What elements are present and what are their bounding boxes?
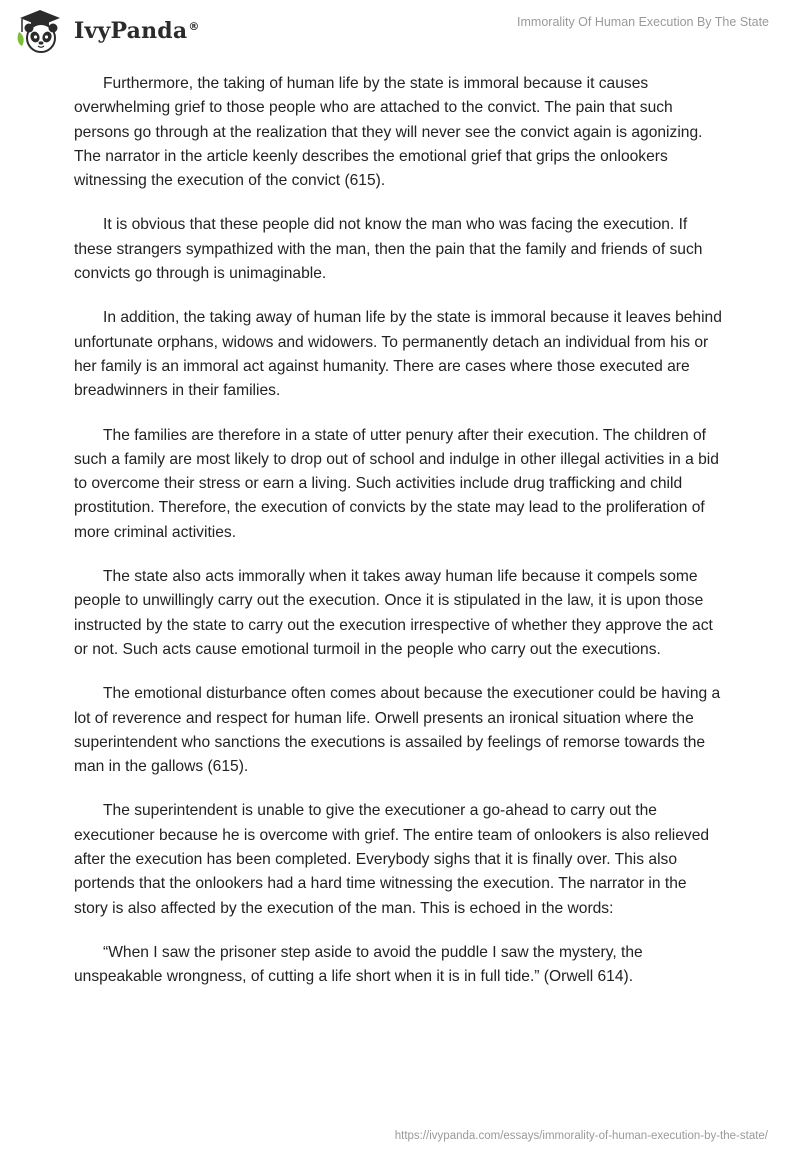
- brand-name: IvyPanda®: [74, 18, 200, 44]
- registered-mark: ®: [188, 19, 200, 33]
- page-header: [0, 0, 800, 64]
- essay-body: [74, 72, 724, 1010]
- ivypanda-logo[interactable]: [14, 8, 200, 54]
- paragraph: Furthermore, the taking of human life by the state is immoral because it causes overwhelming grief to those people who are attached to the convict. The pain that such persons go through at the realization that they will never see the convict again is agonizing. The narrator in the article keenly describes the emotional grief that grips the onlookers witnessing the execution of the convict (615).: [74, 75, 703, 190]
- paragraph: The superintendent is unable to give the executioner a go-ahead to carry out the executioner because he is overcome with grief. The entire team of onlookers is also relieved after the execution has been completed. Everybody sighs that it is finally over. This also portends that the onlookers had a hard time witnessing the execution. The narrator in the story is also affected by the execution of the man. This is echoed in the words:: [74, 802, 710, 917]
- source-url[interactable]: https://ivypanda.com/essays/immorality-of-human-execution-by-the-state/: [394, 1130, 768, 1142]
- paragraph: The state also acts immorally when it takes away human life because it compels some people to unwillingly carry out the execution. Once it is stipulated in the law, it is upon those instructed by the state to carry out the execution irrespective of whether they approve the act or not. Such acts cause emotional turmoil in the people who carry out the executions.: [74, 568, 713, 658]
- document-title: Immorality Of Human Execution By The State: [517, 15, 769, 29]
- paragraph: In addition, the taking away of human life by the state is immoral because it leaves behind unfortunate orphans, widows and widowers. To permanently detach an individual from his or her family is an immoral act against humanity. There are cases where those executed are breadwinners in their families.: [74, 309, 722, 400]
- quote-paragraph: “When I saw the prisoner step aside to avoid the puddle I saw the mystery, the unspeakable wrongness, of cutting a life short when it is in full tide.” (Orwell 614).: [74, 943, 643, 986]
- paragraph: The emotional disturbance often comes about because the executioner could be having a lot of reverence and respect for human life. Orwell presents an ironical situation where the superintendent who sanctions the executions is assailed by feelings of remorse towards the man in the gallows (615).: [74, 685, 721, 776]
- paragraph: It is obvious that these people did not know the man who was facing the execution. If these strangers sympathized with the man, then the pain that the family and friends of such convicts go through is unimaginable.: [74, 216, 703, 283]
- panda-graduate-icon: [14, 8, 72, 54]
- paragraph: The families are therefore in a state of utter penury after their execution. The children of such a family are most likely to drop out of school and indulge in other illegal activities in a bid to overcome their stress or earn a living. Such activities include drug trafficking and child prostitution. Therefore, the execution of convicts by the state may lead to the proliferation of more criminal activities.: [74, 426, 719, 541]
